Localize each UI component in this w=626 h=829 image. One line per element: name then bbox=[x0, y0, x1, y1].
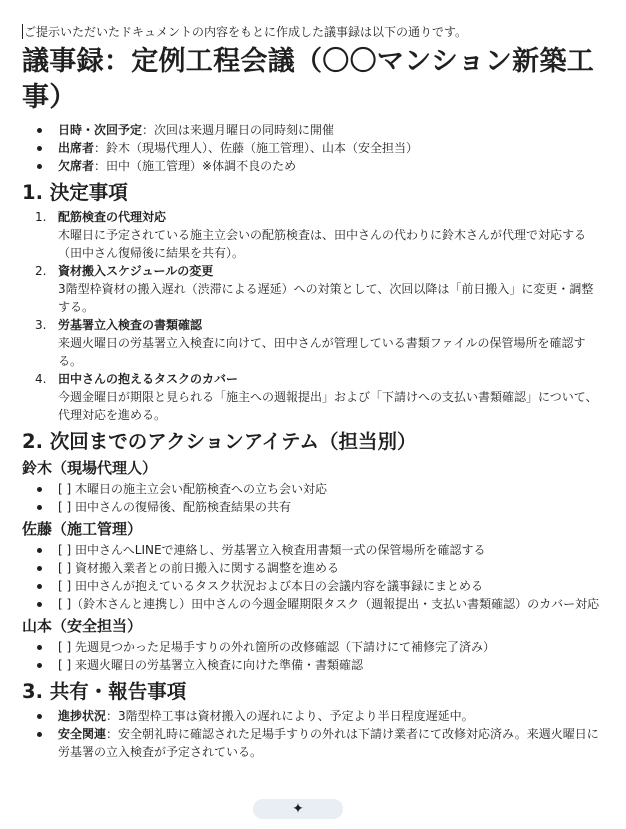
item-description: 今週金曜日が期限と見られる「施主への週報提出」および「下請けへの支払い書類確認」について、代理対応を進める。 bbox=[58, 390, 598, 422]
report-text: ：安全朝礼時に確認された足場手すりの外れは下請け業者にて改修対応済み。来週火曜日に労基署の立入検査が予定されている。 bbox=[58, 727, 599, 759]
list-item bbox=[22, 139, 604, 157]
meta-label: 欠席者 bbox=[58, 159, 95, 173]
meta-list bbox=[22, 121, 604, 175]
assignee-heading: 山本（安全担当） bbox=[22, 617, 143, 635]
list-item: [ ] 先週見つかった足場手すりの外れ箇所の改修確認（下請けにて補修完了済み） bbox=[22, 638, 604, 656]
action-list bbox=[22, 541, 604, 613]
list-item: [ ]（鈴木さんと連携し）田中さんの今週金曜期限タスク（週報提出・支払い書類確認）のカバー対応 bbox=[22, 595, 604, 613]
list-item bbox=[22, 316, 604, 370]
list-item bbox=[22, 370, 604, 424]
report-text: ：3階型枠工事は資材搬入の遅れにより、予定より半日程度遅延中。 bbox=[106, 709, 474, 723]
list-item bbox=[22, 262, 604, 316]
sparkle-icon: ✦ bbox=[292, 801, 304, 817]
item-description: 3階型枠資材の搬入遅れ（渋滞による遅延）への対策として、次回以降は「前日搬入」に変更・調整する。 bbox=[58, 282, 594, 314]
item-title: 配筋検査の代理対応 bbox=[58, 210, 167, 224]
section-heading-decisions: 1. 決定事項 bbox=[22, 181, 128, 204]
list-item bbox=[22, 208, 604, 262]
meta-text: ：次回は来週月曜日の同時刻に開催 bbox=[142, 123, 335, 137]
item-number: 4. bbox=[35, 372, 47, 386]
item-number: 2. bbox=[35, 264, 47, 278]
meta-text: ：田中（施工管理）※体調不良のため bbox=[94, 159, 297, 173]
item-number: 1. bbox=[35, 210, 47, 224]
assignee-heading: 鈴木（現場代理人） bbox=[22, 459, 158, 477]
action-list bbox=[22, 480, 604, 516]
list-item bbox=[22, 121, 604, 139]
sparkle-button[interactable] bbox=[253, 799, 343, 819]
item-number: 3. bbox=[35, 318, 47, 332]
report-list bbox=[22, 707, 604, 761]
item-title: 資材搬入スケジュールの変更 bbox=[58, 264, 214, 278]
meta-text: ：鈴木（現場代理人）、佐藤（施工管理）、山本（安全担当） bbox=[94, 141, 419, 155]
meta-label: 日時・次回予定 bbox=[58, 123, 143, 137]
assignee-heading: 佐藤（施工管理） bbox=[22, 520, 143, 538]
item-title: 田中さんの抱えるタスクのカバー bbox=[58, 372, 239, 386]
item-description: 来週火曜日の労基署立入検査に向けて、田中さんが管理している書類ファイルの保管場所を確認する。 bbox=[58, 336, 586, 368]
page-title: 議事録：定例工程会議（〇〇マンション新築工事） bbox=[22, 46, 595, 113]
report-label: 安全関連 bbox=[58, 727, 107, 741]
decision-list bbox=[22, 208, 604, 424]
list-item bbox=[22, 157, 604, 175]
intro-text: ご提示いただいたドキュメントの内容をもとに作成した議事録は以下の通りです。 bbox=[24, 25, 468, 39]
text-cursor bbox=[22, 24, 23, 39]
report-label: 進捗状況 bbox=[58, 709, 107, 723]
list-item: [ ] 資材搬入業者との前日搬入に関する調整を進める bbox=[22, 559, 604, 577]
list-item: [ ] 田中さんが抱えているタスク状況および本日の会議内容を議事録にまとめる bbox=[22, 577, 604, 595]
list-item: [ ] 田中さんへLINEで連絡し、労基署立入検査用書類一式の保管場所を確認する bbox=[22, 541, 604, 559]
list-item: [ ] 田中さんの復帰後、配筋検査結果の共有 bbox=[22, 498, 604, 516]
meta-label: 出席者 bbox=[58, 141, 95, 155]
item-description: 木曜日に予定されている施主立会いの配筋検査は、田中さんの代わりに鈴木さんが代理で対応する（田中さん復帰後に結果を共有）。 bbox=[58, 228, 587, 260]
action-list bbox=[22, 638, 604, 674]
list-item: [ ] 来週火曜日の労基署立入検査に向けた準備・書類確認 bbox=[22, 656, 604, 674]
item-title: 労基署立入検査の書類確認 bbox=[58, 318, 203, 332]
list-item: [ ] 木曜日の施主立会い配筋検査への立ち会い対応 bbox=[22, 480, 604, 498]
list-item bbox=[22, 707, 604, 725]
list-item bbox=[22, 725, 604, 761]
section-heading-actions: 2. 次回までのアクションアイテム（担当別） bbox=[22, 430, 417, 453]
section-heading-reports: 3. 共有・報告事項 bbox=[22, 680, 187, 703]
